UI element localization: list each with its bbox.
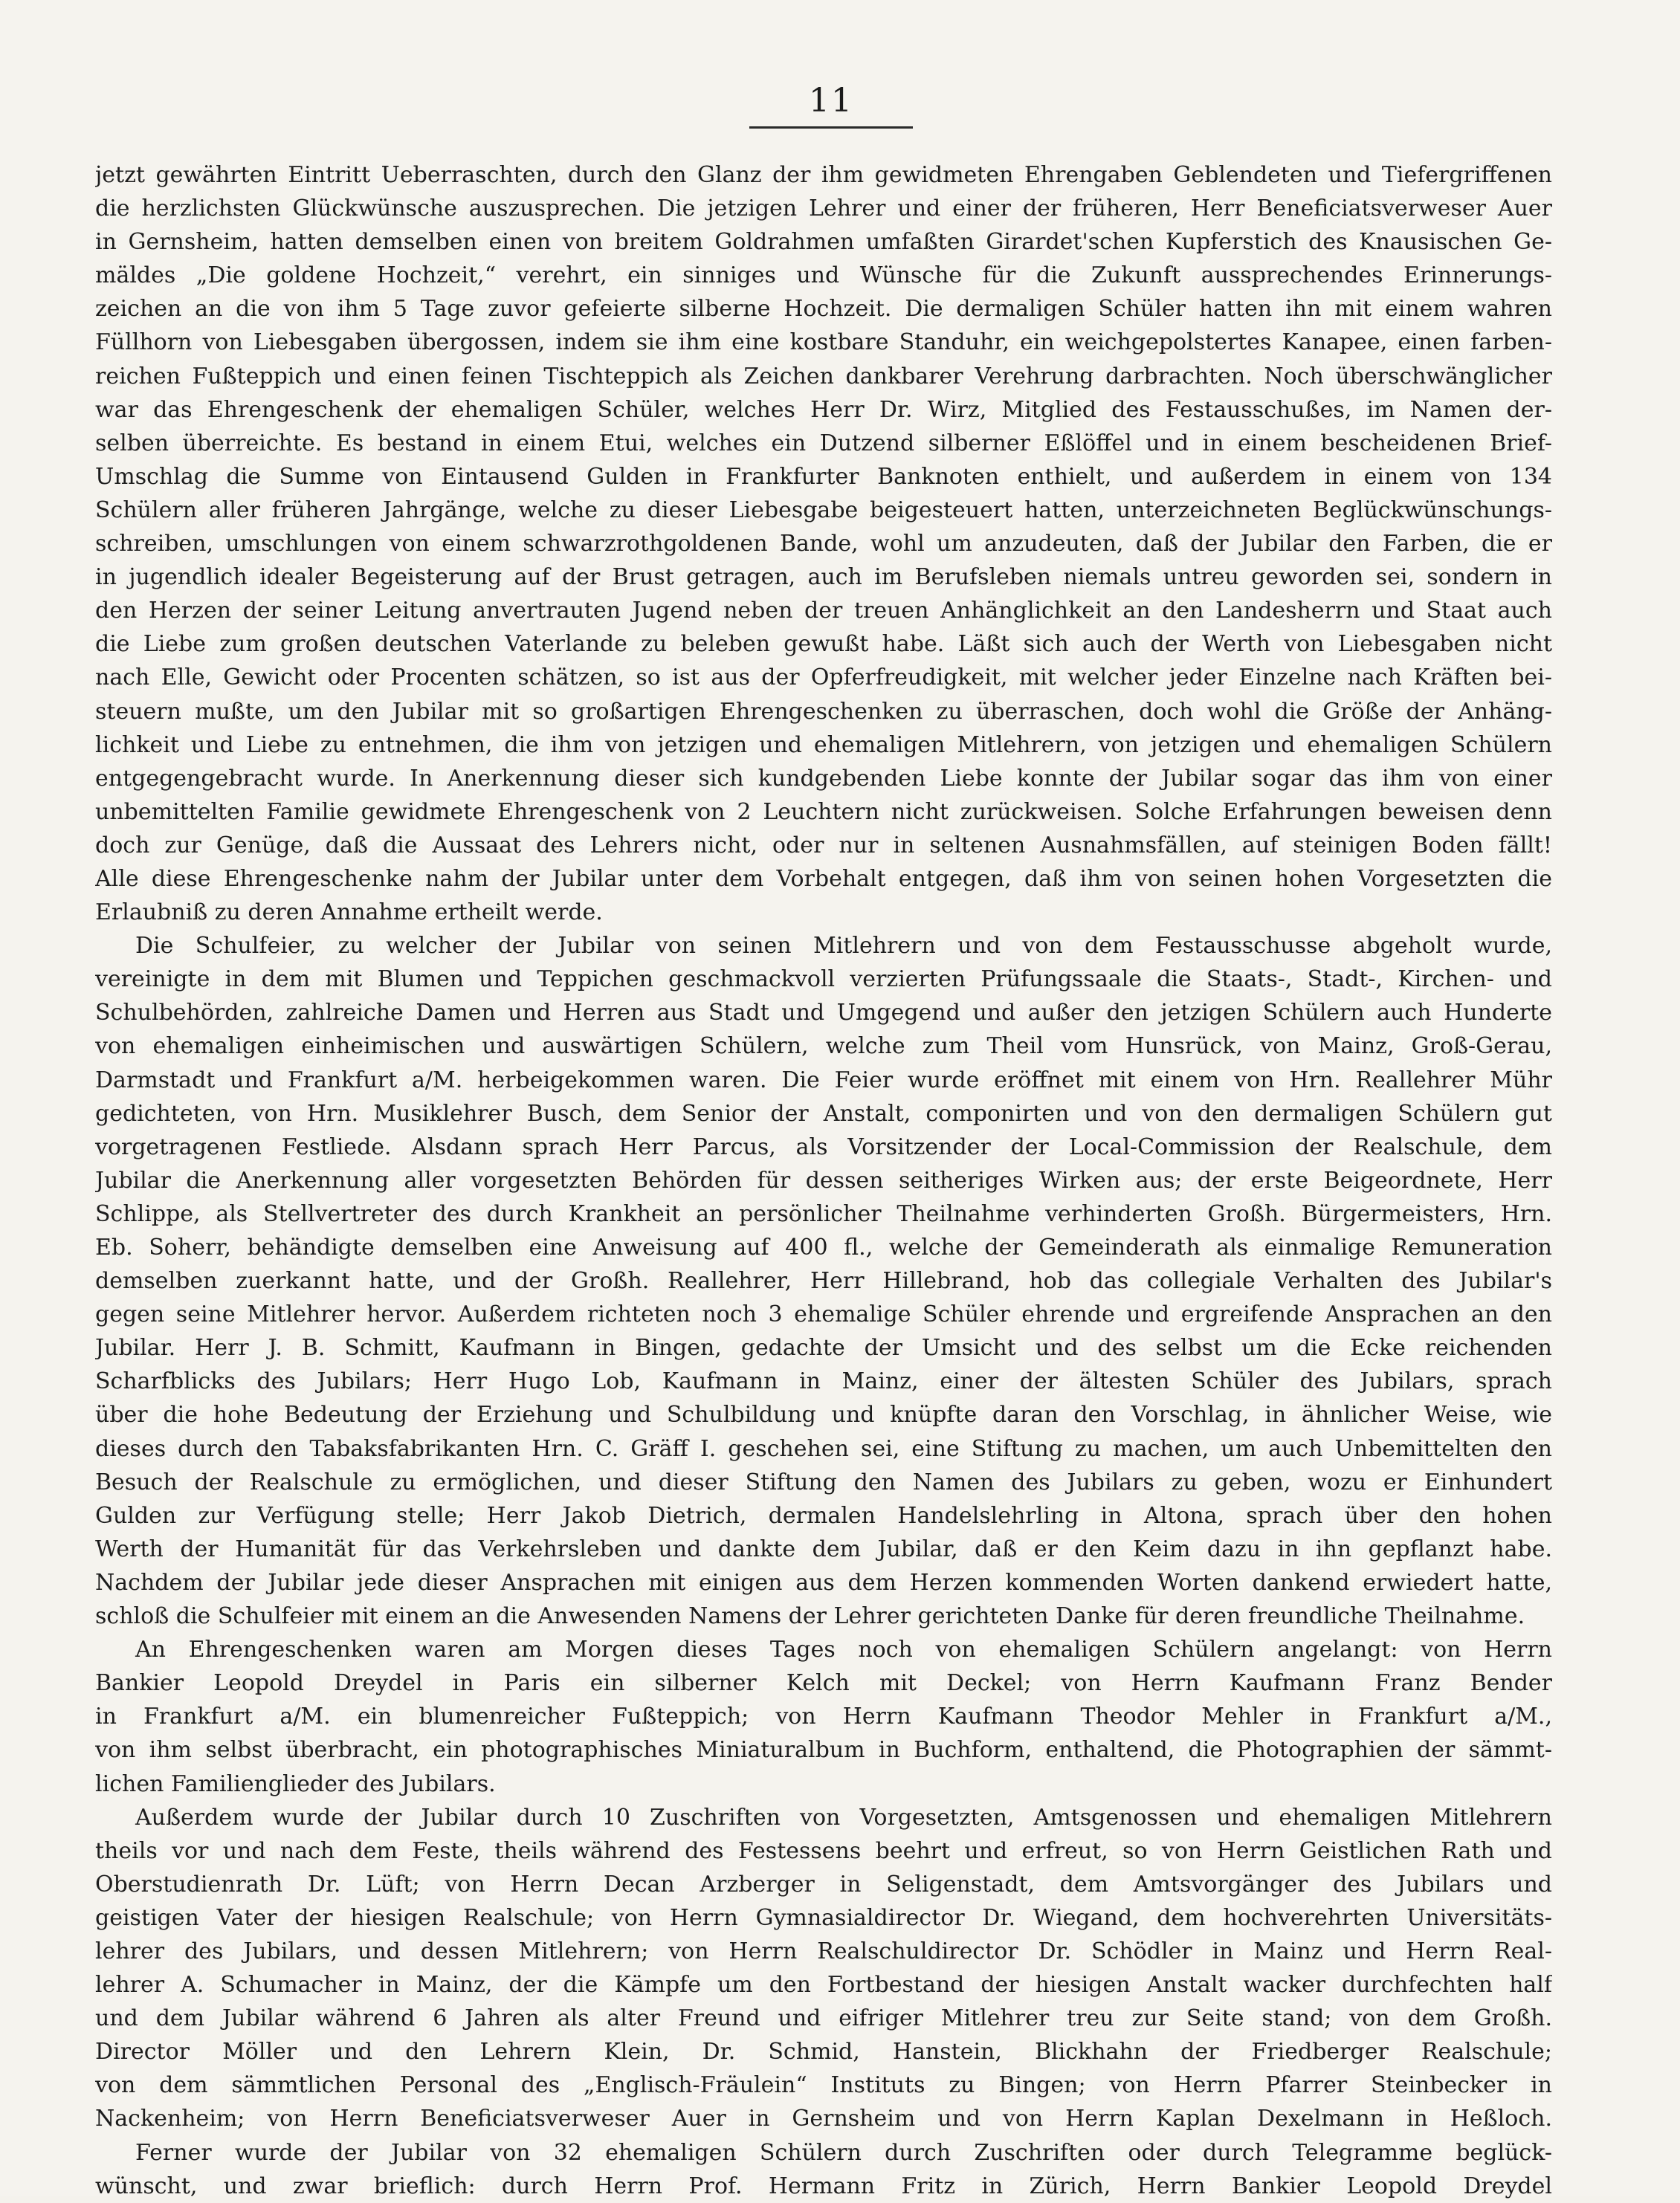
text-line: von dem sämmtlichen Personal des „Englisch-Fräulein“ Instituts zu Bingen; von Herrn Pfarrer Steinbecker in [95, 2072, 1552, 2099]
text-line: Werth der Humanität für das Verkehrsleben und dankte dem Jubilar, daß er den Keim dazu in ihn gepflanzt habe. [95, 1536, 1552, 1562]
text-line: geistigen Vater der hiesigen Realschule; von Herrn Gymnasialdirector Dr. Wiegand, dem hochverehrten Universitäts- [95, 1904, 1552, 1931]
text-line: zeichen an die von ihm 5 Tage zuvor gefeierte silberne Hochzeit. Die dermaligen Schüler hatten ihn mit einem wahren [95, 296, 1552, 323]
text-line: Die Schulfeier, zu welcher der Jubilar von seinen Mitlehrern und von dem Festausschusse abgeholt wurde, [135, 933, 1552, 960]
text-line: schreiben, umschlungen von einem schwarzrothgoldenen Bande, wohl um anzudeuten, daß der Jubilar den Farben, die er [95, 531, 1552, 557]
text-line: lichen Familienglieder des Jubilars. [95, 1770, 496, 1797]
text-line: Alle diese Ehrengeschenke nahm der Jubilar unter dem Vorbehalt entgegen, daß ihm von seinen hohen Vorgesetzten die [95, 865, 1552, 892]
text-line: in jugendlich idealer Begeisterung auf der Brust getragen, auch im Berufsleben niemals untreu geworden sei, sondern in [95, 564, 1552, 591]
text-line: Umschlag die Summe von Eintausend Gulden in Frankfurter Banknoten enthielt, und außerdem in einem von 134 [95, 463, 1552, 490]
text-line: Nachdem der Jubilar jede dieser Ansprachen mit einigen aus dem Herzen kommenden Worten dankend erwiedert hatte, [95, 1569, 1552, 1596]
text-line: Außerdem wurde der Jubilar durch 10 Zuschriften von Vorgesetzten, Amtsgenossen und ehemaligen Mitlehrern [135, 1804, 1552, 1831]
page-number: 11 [809, 82, 853, 120]
text-line: vereinigte in dem mit Blumen und Teppichen geschmackvoll verzierten Prüfungssaale die Staats-, Stadt-, Kirchen- und [95, 966, 1552, 993]
text-line: Schülern aller früheren Jahrgänge, welche zu dieser Liebesgabe beigesteuert hatten, unterzeichneten Beglückwünschungs- [95, 496, 1552, 523]
text-line: entgegengebracht wurde. In Anerkennung dieser sich kundgebenden Liebe konnte der Jubilar sogar das ihm von einer [95, 765, 1552, 792]
text-line: von ihm selbst überbracht, ein photographisches Miniaturalbum in Buchform, enthaltend, die Photographien der sämmt- [95, 1737, 1552, 1764]
text-line: vorgetragenen Festliede. Alsdann sprach Herr Parcus, als Vorsitzender der Local-Commission der Realschule, dem [95, 1133, 1552, 1160]
text-line: die herzlichsten Glückwünsche auszusprechen. Die jetzigen Lehrer und einer der früheren, Herr Beneficiatsverweser Auer [95, 195, 1552, 222]
text-line: Bankier Leopold Dreydel in Paris ein silberner Kelch mit Deckel; von Herrn Kaufmann Franz Bender [95, 1670, 1552, 1697]
text-line: Nackenheim; von Herrn Beneficiatsverweser Auer in Gernsheim und von Herrn Kaplan Dexelmann in Heßloch. [95, 2106, 1552, 2132]
text-line: Ferner wurde der Jubilar von 32 ehemaligen Schülern durch Zuschriften oder durch Telegramme beglück- [135, 2139, 1552, 2166]
text-line: Oberstudienrath Dr. Lüft; von Herrn Decan Arzberger in Seligenstadt, dem Amtsvorgänger des Jubilars und [95, 1871, 1552, 1898]
text-line: Erlaubniß zu deren Annahme ertheilt werde. [95, 899, 603, 926]
text-line: Gulden zur Verfügung stelle; Herr Jakob Dietrich, dermalen Handelslehrling in Altona, sprach über den hohen [95, 1502, 1552, 1529]
text-line: die Liebe zum großen deutschen Vaterlande zu beleben gewußt habe. Läßt sich auch der Werth von Liebesgaben nicht [95, 631, 1552, 658]
text-line: lehrer des Jubilars, und dessen Mitlehrern; von Herrn Realschuldirector Dr. Schödler in Mainz und Herrn Real- [95, 1938, 1552, 1964]
text-line: dieses durch den Tabaksfabrikanten Hrn. C. Gräff I. geschehen sei, eine Stiftung zu machen, um auch Unbemittelten den [95, 1435, 1552, 1462]
page-number-rule [749, 126, 913, 129]
text-line: Jubilar die Anerkennung aller vorgesetzten Behörden für dessen seitheriges Wirken aus; der erste Beigeordnete, Herr [95, 1167, 1552, 1194]
text-line: in Gernsheim, hatten demselben einen von breitem Goldrahmen umfaßten Girardet'schen Kupferstich des Knausischen Ge- [95, 229, 1552, 256]
text-line: selben überreichte. Es bestand in einem Etui, welches ein Dutzend silberner Eßlöffel und in einem bescheidenen Brief- [95, 430, 1552, 456]
text-line: Director Möller und den Lehrern Klein, Dr. Schmid, Hanstein, Blickhahn der Friedberger Realschule; [95, 2039, 1552, 2065]
body-text [95, 158, 1552, 2203]
text-line: theils vor und nach dem Feste, theils während des Festessens beehrt und erfreut, so von Herrn Geistlichen Rath und [95, 1837, 1552, 1864]
text-line: Besuch der Realschule zu ermöglichen, und dieser Stiftung den Namen des Jubilars zu geben, wozu er Einhundert [95, 1469, 1552, 1495]
text-line: jetzt gewährten Eintritt Ueberraschten, durch den Glanz der ihm gewidmeten Ehrengaben Geblendeten und Tiefergriffenen [95, 162, 1552, 188]
text-line: Jubilar. Herr J. B. Schmitt, Kaufmann in Bingen, gedachte der Umsicht und des selbst um die Ecke reichenden [95, 1335, 1552, 1362]
text-line: unbemittelten Familie gewidmete Ehrengeschenk von 2 Leuchtern nicht zurückweisen. Solche Erfahrungen beweisen denn [95, 798, 1552, 825]
text-line: reichen Fußteppich und einen feinen Tischteppich als Zeichen dankbarer Verehrung darbrachten. Noch überschwänglicher [95, 363, 1552, 389]
text-line: mäldes „Die goldene Hochzeit,“ verehrt, ein sinniges und Wünsche für die Zukunft aussprechendes Erinnerungs- [95, 262, 1552, 289]
text-line: steuern mußte, um den Jubilar mit so großartigen Ehrengeschenken zu überraschen, doch wohl die Größe der Anhäng- [95, 698, 1552, 725]
text-line: Schulbehörden, zahlreiche Damen und Herren aus Stadt und Umgegend und außer den jetzigen Schülern auch Hunderte [95, 1000, 1552, 1026]
text-line: den Herzen der seiner Leitung anvertrauten Jugend neben der treuen Anhänglichkeit an den Landesherrn und Staat auch [95, 598, 1552, 624]
text-line: gegen seine Mitlehrer hervor. Außerdem richteten noch 3 ehemalige Schüler ehrende und ergreifende Ansprachen an den [95, 1301, 1552, 1328]
text-line: lichkeit und Liebe zu entnehmen, die ihm von jetzigen und ehemaligen Mitlehrern, von jetzigen und ehemaligen Schülern [95, 731, 1552, 758]
text-line: wünscht, und zwar brieflich: durch Herrn Prof. Hermann Fritz in Zürich, Herrn Bankier Leopold Dreydel [95, 2173, 1552, 2199]
text-line: Füllhorn von Liebesgaben übergossen, indem sie ihm eine kostbare Standuhr, ein weichgepolstertes Kanapee, einen farben- [95, 329, 1552, 356]
text-line: doch zur Genüge, daß die Aussaat des Lehrers nicht, oder nur in seltenen Ausnahmsfällen, auf steinigen Boden fällt! [95, 832, 1552, 858]
text-line: gedichteten, von Hrn. Musiklehrer Busch, dem Senior der Anstalt, componirten und von den dermaligen Schülern gut [95, 1100, 1552, 1127]
text-line: nach Elle, Gewicht oder Procenten schätzen, so ist aus der Opferfreudigkeit, mit welcher jeder Einzelne nach Kräften bei- [95, 664, 1552, 691]
text-line: Schlippe, als Stellvertreter des durch Krankheit an persönlicher Theilnahme verhinderten Großh. Bürgermeisters, Hrn. [95, 1200, 1552, 1227]
text-line: Scharfblicks des Jubilars; Herr Hugo Lob, Kaufmann in Mainz, einer der ältesten Schüler des Jubilars, sprach [95, 1368, 1552, 1395]
text-line: lehrer A. Schumacher in Mainz, der die Kämpfe um den Fortbestand der hiesigen Anstalt wacker durchfechten half [95, 1972, 1552, 1999]
text-line: in Frankfurt a/M. ein blumenreicher Fußteppich; von Herrn Kaufmann Theodor Mehler in Frankfurt a/M., [95, 1704, 1552, 1730]
text-line: Darmstadt und Frankfurt a/M. herbeigekommen waren. Die Feier wurde eröffnet mit einem von Hrn. Reallehrer Mühr [95, 1067, 1552, 1093]
text-line: über die hohe Bedeutung der Erziehung und Schulbildung und knüpfte daran den Vorschlag, in ähnlicher Weise, wie [95, 1402, 1552, 1429]
text-line: Eb. Soherr, behändigte demselben eine Anweisung auf 400 fl., welche der Gemeinderath als einmalige Remuneration [95, 1235, 1552, 1261]
text-line: war das Ehrengeschenk der ehemaligen Schüler, welches Herr Dr. Wirz, Mitglied des Festausschußes, im Namen der- [95, 396, 1552, 423]
text-line: schloß die Schulfeier mit einem an die Anwesenden Namens der Lehrer gerichteten Danke für deren freundliche Theilnahme. [95, 1603, 1525, 1630]
text-line: von ehemaligen einheimischen und auswärtigen Schülern, welche zum Theil vom Hunsrück, von Mainz, Groß-Gerau, [95, 1033, 1552, 1060]
text-line: An Ehrengeschenken waren am Morgen dieses Tages noch von ehemaligen Schülern angelangt: von Herrn [135, 1637, 1552, 1663]
text-line: demselben zuerkannt hatte, und der Großh. Reallehrer, Herr Hillebrand, hob das collegiale Verhalten des Jubilar's [95, 1268, 1552, 1295]
text-line: und dem Jubilar während 6 Jahren als alter Freund und eifriger Mitlehrer treu zur Seite stand; von dem Großh. [95, 2005, 1552, 2032]
